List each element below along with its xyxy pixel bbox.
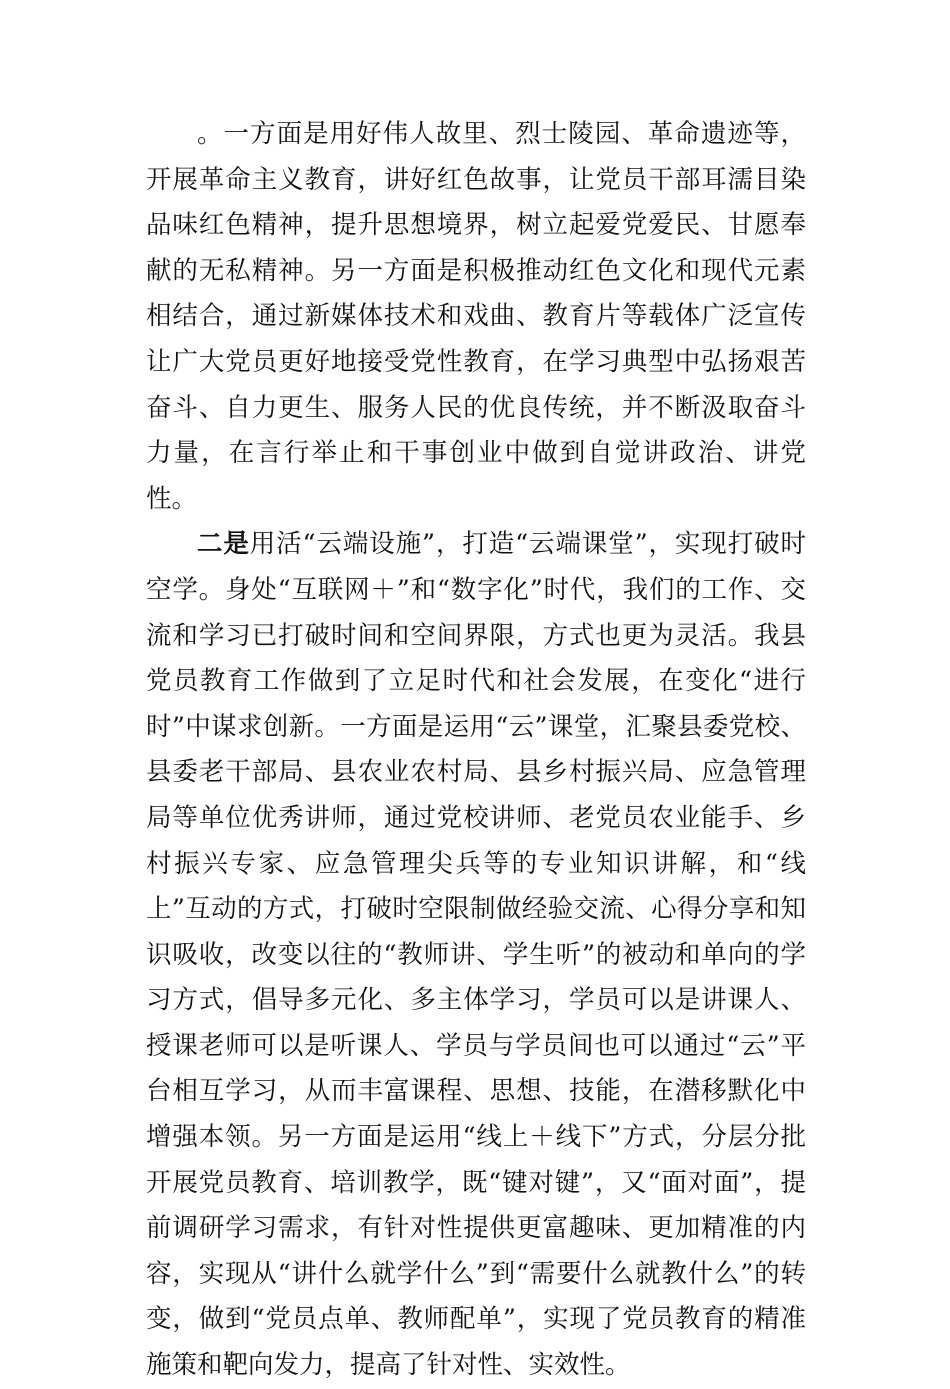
paragraph-text: 。一方面是用好伟人故里、烈士陵园、革命遗迹等，开展革命主义教育，讲好红色故事，让党员干部耳濡目染品味红色精神，提升思想境界，树立起爱党爱民、甘愿奉献的无私精神。另一方面是积极推动红色文化和现代元素相结合，通过新媒体技术和戏曲、教育片等载体广泛宣传让广大党员更好地接受党性教育，在学习典型中弘扬艰苦奋斗、自力更生、服务人民的优良传统，并不断汲取奋斗力量，在言行举止和干事创业中做到自觉讲政治、讲党性。 xyxy=(146,119,806,514)
paragraph-text: 用活“云端设施”，打造“云端课堂”，实现打破时空学。身处“互联网＋”和“数字化”时代，我们的工作、交流和学习已打破时间和空间界限，方式也更为灵活。我县党员教育工作做到了立足时代和社会发展，在变化“进行时”中谋求创新。一方面是运用“云”课堂，汇聚县委党校、县委老干部局、县农业农村局、县乡村振兴局、应急管理局等单位优秀讲师，通过党校讲师、老党员农业能手、乡村振兴专家、应急管理尖兵等的专业知识讲解，和“线上”互动的方式，打破时空限制做经验交流、心得分享和知识吸收，改变以往的“教师讲、学生听”的被动和单向的学习方式，倡导多元化、多主体学习，学员可以是讲课人、授课老师可以是听课人、学员与学员间也可以通过“云”平台相互学习，从而丰富课程、思想、技能，在潜移默化中增强本领。另一方面是运用“线上＋线下”方式，分层分批开展党员教育、培训教学，既“键对键”，又“面对面”，提前调研学习需求，有针对性提供更富趣味、更加精准的内容，实现从“讲什么就学什么”到“需要什么就教什么”的转变，做到“党员点单、教师配单”，实现了党员教育的精准施策和靶向发力，提高了针对性、实效性。 xyxy=(146,529,806,1381)
paragraph-lead: 二是 xyxy=(197,529,250,560)
paragraph-cloud-classroom xyxy=(146,522,806,1388)
document-body xyxy=(146,112,806,1389)
paragraph-red-education xyxy=(146,112,806,522)
